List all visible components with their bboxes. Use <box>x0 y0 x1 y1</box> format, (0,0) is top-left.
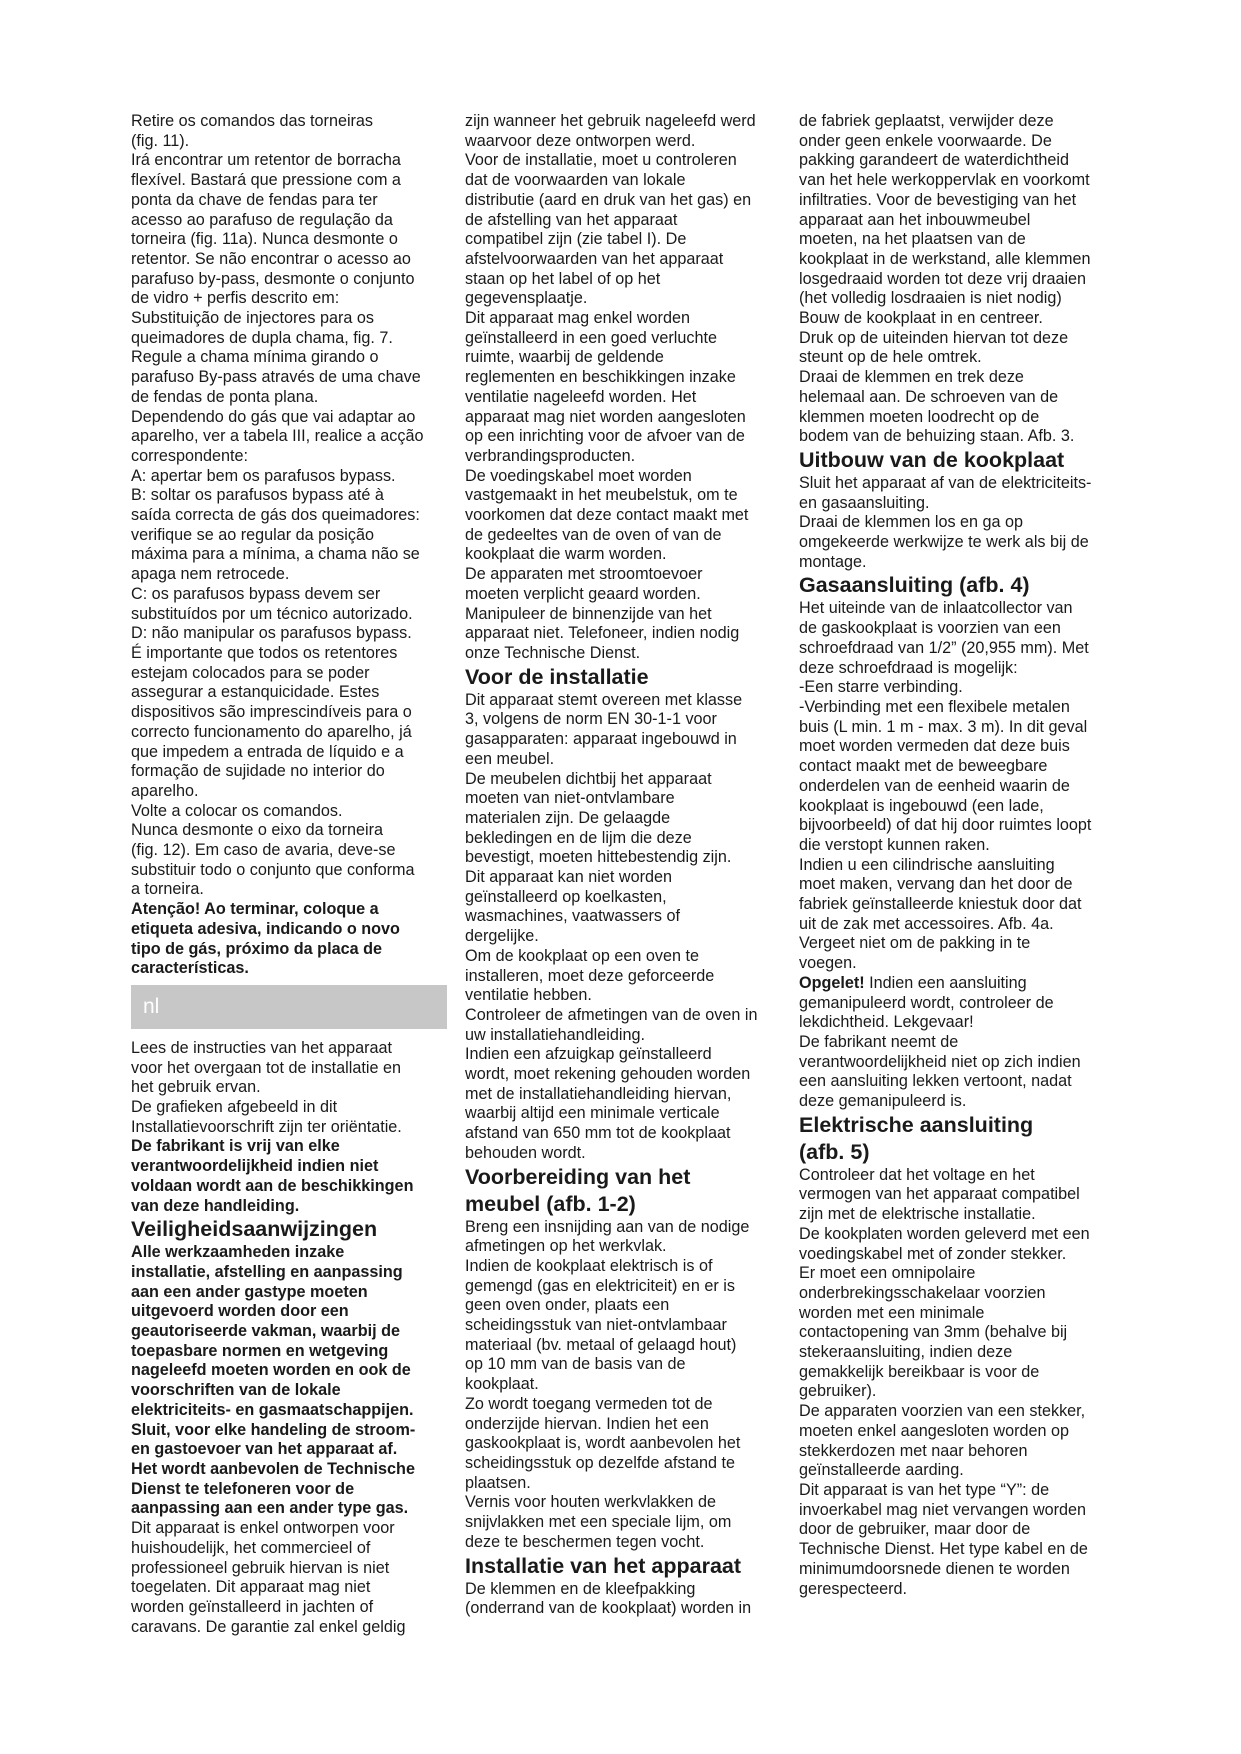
text-line: apaga nem retrocede. <box>131 565 290 584</box>
section-heading <box>799 1112 1115 1166</box>
text-line: Controleer dat het voltage en het <box>799 1165 1035 1184</box>
text-line: moeten verplicht geaard worden. <box>465 584 701 603</box>
text-line: montage. <box>799 552 867 571</box>
text-line: geïnstalleerd in een goed verluchte <box>465 328 717 347</box>
text-line: De voedingskabel moet worden <box>465 466 692 485</box>
text-line: gasapparaten: apparaat ingebouwd in <box>465 730 737 749</box>
text-line: scheidingsstuk van niet-ontvlambaar <box>465 1316 727 1335</box>
text-line: dispositivos são imprescindíveis para o <box>131 703 412 722</box>
text-line: Indien u een cilindrische aansluiting <box>799 855 1055 874</box>
text-line: aanpassing aan een ander type gas. <box>131 1499 409 1518</box>
text-line: Atenção! Ao terminar, coloque a <box>131 900 379 919</box>
text-line: bevestigt, moeten hittebestendig zijn. <box>465 848 732 867</box>
text-line: door de gebruiker, maar door de <box>799 1520 1031 1539</box>
text-line: kookplaat in de werkstand, alle klemmen <box>799 249 1091 268</box>
text-line: Sluit, voor elke handeling de stroom- <box>131 1420 416 1439</box>
text-line: De klemmen en de kleefpakking <box>465 1579 696 1598</box>
text-line: uit de zak met accessoires. Afb. 4a. <box>799 914 1054 933</box>
text-line: toegelaten. Dit apparaat mag niet <box>131 1578 371 1597</box>
text-line: Voor de installatie, moet u controleren <box>465 151 737 170</box>
text-line: ruimte, waarbij de geldende <box>465 348 664 367</box>
text-line: gemakkelijk bereikbaar is voor de <box>799 1362 1040 1381</box>
text-line: met de installatiehandleiding hiervan, <box>465 1084 732 1103</box>
text-line: schroefdraad van 1/2” (20,955 mm). Met <box>799 638 1089 657</box>
text-line: materialen zijn. De gelaagde <box>465 808 671 827</box>
text-line: saída correcta de gás dos queimadores: <box>131 506 420 525</box>
text-line: geen oven onder, plaats een <box>465 1296 670 1315</box>
paragraph <box>799 1166 1115 1599</box>
text-line: máxima para a mínima, a chama não se <box>131 545 420 564</box>
text-line: D: não manipular os parafusos bypass. <box>131 624 412 643</box>
text-line: op 10 mm van de basis van de <box>465 1355 686 1374</box>
text-line: onze Technische Dienst. <box>465 643 641 662</box>
text-line: kookplaat is ingebouwd (een lade, <box>799 796 1044 815</box>
text-line: de fabriek geplaatst, verwijder deze <box>799 112 1054 130</box>
text-line: losgedraaid worden tot deze vrij draaien <box>799 269 1087 288</box>
text-line: apparaat aan het inbouwmeubel <box>799 210 1031 229</box>
text-line: tipo de gás, próximo da placa de <box>131 939 382 958</box>
text-line: Vernis voor houten werkvlakken de <box>465 1493 717 1512</box>
text-line: verantwoordelijkheid indien niet <box>131 1157 379 1176</box>
text-line: gegevensplaatje. <box>465 289 588 308</box>
text-line: worden met een minimale <box>799 1303 985 1322</box>
text-line: steunt op de hele omtrek. <box>799 348 982 367</box>
text-line: retentor. Se não encontrar o acesso ao <box>131 249 411 268</box>
warning-paragraph <box>131 900 447 979</box>
text-line: onder geen enkele voorwaarde. De <box>799 131 1052 150</box>
text-line: voor het overgaan tot de installatie en <box>131 1058 401 1077</box>
text-line: vastgemaakt in het meubelstuk, om te <box>465 486 738 505</box>
text-line: elektriciteits- en gasmaatschappijen. <box>131 1400 414 1419</box>
text-line: gaskookplaat is, wordt aanbevolen het <box>465 1434 741 1453</box>
text-line: geautoriseerde vakman, waarbij de <box>131 1322 401 1341</box>
text-line: De fabrikant is vrij van elke <box>131 1137 340 1156</box>
text-line: buis (L min. 1 m - max. 3 m). In dit geval <box>799 717 1088 736</box>
text-line: correcto funcionamento do aparelho, já <box>131 722 412 741</box>
text-line: stekeraansluiting, indien deze <box>799 1343 1013 1362</box>
text-line: snijvlakken met een speciale lijm, om <box>465 1513 732 1532</box>
text-line: assegurar a estanquicidade. Estes <box>131 683 380 702</box>
text-line: zijn wanneer het gebruik nageleefd werd <box>465 112 756 130</box>
text-line: De fabrikant neemt de <box>799 1032 959 1051</box>
text-line: deze te beschermen tegen vocht. <box>465 1532 705 1551</box>
text-line: parafuso By-pass através de uma chave <box>131 368 421 387</box>
text-line: de afstelling van het apparaat <box>465 210 678 229</box>
text-line: deze schroefdraad is mogelijk: <box>799 658 1018 677</box>
paragraph <box>799 994 1115 1112</box>
paragraph <box>131 1039 447 1138</box>
text-line: caravans. De garantie zal enkel geldig <box>131 1617 406 1636</box>
text-line: pakking garandeert de waterdichtheid <box>799 151 1069 170</box>
text-line: staan op het label of op het <box>465 269 661 288</box>
text-line: en gastoevoer van het apparaat af. <box>131 1440 398 1459</box>
text-line: installeren, moet deze geforceerde <box>465 966 715 985</box>
text-line: afstelvoorwaarden van het apparaat <box>465 249 724 268</box>
text-line: Dienst te telefoneren voor de <box>131 1479 355 1498</box>
text-line: uitgevoerd worden door een <box>131 1302 349 1321</box>
warning-line <box>799 974 1115 994</box>
text-line: Nunca desmonte o eixo da torneira <box>131 821 383 840</box>
text-line: distributie (aard en druk van het gas) en <box>465 190 752 209</box>
text-line: geïnstalleerd op koelkasten, <box>465 887 667 906</box>
text-line: wordt, moet rekening gehouden worden <box>465 1065 751 1084</box>
text-line: Substituição de injectores para os <box>131 309 374 328</box>
text-line: ponta da chave de fendas para ter <box>131 190 378 209</box>
text-line: deze gemanipuleerd is. <box>799 1092 967 1111</box>
text-line: substituídos por um técnico autorizado. <box>131 604 413 623</box>
text-line: de gedeeltes van de oven of van de <box>465 525 722 544</box>
text-line: ventilatie hebben. <box>465 986 592 1005</box>
text-line: voegen. <box>799 954 857 973</box>
text-line: Controleer de afmetingen van de oven in <box>465 1005 758 1024</box>
text-line: kookplaat. <box>465 1375 539 1394</box>
paragraph <box>799 599 1115 973</box>
text-line: onderbrekingsschakelaar voorzien <box>799 1283 1046 1302</box>
text-line: waarvoor deze ontworpen werd. <box>465 131 696 150</box>
text-line: (het volledig losdraaien is niet nodig) <box>799 289 1062 308</box>
text-line: Om de kookplaat op een oven te <box>465 946 699 965</box>
text-line: worden geïnstalleerd in jachten of <box>131 1597 374 1616</box>
text-line: De apparaten met stroomtoevoer <box>465 565 703 584</box>
text-line: moeten van niet-ontvlambare <box>465 789 675 808</box>
text-line: Vergeet niet om de pakking in te <box>799 934 1031 953</box>
text-line: plaatsen. <box>465 1473 531 1492</box>
text-line: de gaskookplaat is voorzien van een <box>799 619 1061 638</box>
text-line: uw installatiehandleiding. <box>465 1025 645 1044</box>
text-line: kookplaat die warm worden. <box>465 545 667 564</box>
text-line: substituir todo o conjunto que conforma <box>131 860 415 879</box>
text-line: dergelijke. <box>465 927 539 946</box>
text-line: behouden wordt. <box>465 1143 586 1162</box>
text-line: Dit apparaat mag enkel worden <box>465 309 690 328</box>
text-line: apparaat mag niet worden aangesloten <box>465 407 746 426</box>
text-line: compatibel zijn (zie tabel I). De <box>465 230 687 249</box>
text-line: (fig. 11). <box>131 131 190 150</box>
text-line: queimadores de dupla chama, fig. 7. <box>131 328 393 347</box>
text-line: moeten, na het plaatsen van de <box>799 230 1026 249</box>
paragraph <box>131 112 447 900</box>
text-line: onderdelen van de eenheid waarin de <box>799 776 1070 795</box>
text-line: lekdichtheid. Lekgevaar! <box>799 1013 974 1032</box>
text-line: Dit apparaat kan niet worden <box>465 868 672 887</box>
warning-label: Opgelet! <box>799 973 865 992</box>
text-line: Voorbereiding van het <box>465 1164 691 1189</box>
text-line: Installatievoorschrift zijn ter oriëntatie. <box>131 1117 402 1136</box>
text-line: moeten enkel aangesloten worden op <box>799 1421 1069 1440</box>
text-line: voorkomen dat deze contact maakt met <box>465 506 749 525</box>
section-heading: Installatie van het apparaat <box>465 1553 742 1578</box>
paragraph <box>131 1519 447 1637</box>
text-line: aan een ander gastype moeten <box>131 1282 368 1301</box>
text-line: contact maakt met de beweegbare <box>799 757 1048 776</box>
text-line: stekkerdozen met naar behoren <box>799 1441 1028 1460</box>
text-line: van deze handleiding. <box>131 1196 300 1215</box>
text-line: acesso ao parafuso de regulação da <box>131 210 393 229</box>
text-line: Dit apparaat is van het type “Y”: de <box>799 1481 1050 1499</box>
column-3 <box>799 112 1115 1599</box>
text-line: parafuso by-pass, desmonte o conjunto <box>131 269 415 288</box>
language-band-nl: nl <box>131 985 447 1029</box>
text-line: wasmachines, vaatwassers of <box>465 907 681 926</box>
text-line: toepasbare normen en wetgeving <box>131 1341 389 1360</box>
text-line: Indien een afzuigkap geïnstalleerd <box>465 1045 712 1064</box>
text-line: verifique se ao regular da posição <box>131 525 374 544</box>
text-line: (fig. 12). Em caso de avaria, deve-se <box>131 841 396 860</box>
text-line: Irá encontrar um retentor de borracha <box>131 151 401 170</box>
column-1 <box>131 112 447 1637</box>
text-line: bodem van de behuizing staan. Afb. 3. <box>799 427 1075 446</box>
text-line: huishoudelijk, het commercieel of <box>131 1538 371 1557</box>
text-line: 3, volgens de norm EN 30-1-1 voor <box>465 710 717 729</box>
text-line: gemanipuleerd wordt, controleer de <box>799 993 1054 1012</box>
text-line: het gebruik ervan. <box>131 1078 261 1097</box>
text-line: van het hele werkoppervlak en voorkomt <box>799 171 1090 190</box>
text-line: voldaan wordt aan de beschikkingen <box>131 1176 414 1195</box>
text-line: C: os parafusos bypass devem ser <box>131 584 381 603</box>
text-line: Dit apparaat is enkel ontworpen voor <box>131 1519 395 1538</box>
column-2 <box>465 112 779 1619</box>
text-line: características. <box>131 959 249 978</box>
text-line: Retire os comandos das torneiras <box>131 112 374 130</box>
text-line: aparelho, ver a tabela III, realice a acção <box>131 427 424 446</box>
text-line: die verstopt kunnen raken. <box>799 835 990 854</box>
section-heading: Veiligheidsaanwijzingen <box>131 1217 378 1242</box>
text-line: que impedem a entrada de líquido e a <box>131 742 404 761</box>
text-line: Breng een insnijding aan van de nodige <box>465 1217 750 1236</box>
text-line: voedingskabel met of zonder stekker. <box>799 1244 1067 1263</box>
text-line: gebruiker). <box>799 1382 877 1401</box>
text-line: -Verbinding met een flexibele metalen <box>799 697 1070 716</box>
text-line: (onderrand van de kookplaat) worden in <box>465 1599 752 1618</box>
text-line: Zo wordt toegang vermeden tot de <box>465 1394 713 1413</box>
text-line: Het wordt aanbevolen de Technische <box>131 1460 415 1478</box>
text-line: B: soltar os parafusos bypass até à <box>131 486 384 505</box>
text-line: verantwoordelijkheid niet op zich indien <box>799 1052 1081 1071</box>
text-line: omgekeerde werkwijze te werk als bij de <box>799 533 1089 552</box>
text-line: een aansluiting lekken vertoont, nadat <box>799 1072 1072 1091</box>
text-line: correspondente: <box>131 446 248 465</box>
text-line: Bouw de kookplaat in en centreer. <box>799 309 1043 328</box>
text-line: formação de sujidade no interior do <box>131 762 385 781</box>
text-line: helemaal aan. De schroeven van de <box>799 387 1059 406</box>
text-line: Lees de instructies van het apparaat <box>131 1038 392 1057</box>
text-line: de vidro + perfis descrito em: <box>131 289 340 308</box>
text-line: Het uiteinde van de inlaatcollector van <box>799 599 1073 618</box>
text-line: apparaat niet. Telefoneer, indien nodig <box>465 624 740 643</box>
text-line: bijvoorbeeld) of dat hij door ruimtes loopt <box>799 816 1092 835</box>
text-line: infiltraties. Voor de bevestiging van het <box>799 190 1077 209</box>
text-line: Elektrische aansluiting <box>799 1112 1034 1137</box>
text-line: flexível. Bastará que pressione com a <box>131 171 401 190</box>
text-line: etiqueta adesiva, indicando o novo <box>131 919 400 938</box>
text-line: Draai de klemmen los en ga op <box>799 513 1024 532</box>
text-line: gemengd (gas en elektriciteit) en er is <box>465 1276 735 1295</box>
text-line: Dit apparaat stemt overeen met klasse <box>465 690 743 709</box>
text-line: ventilatie nageleefd worden. Het <box>465 387 697 406</box>
section-heading: Uitbouw van de kookplaat <box>799 447 1065 472</box>
text-line: É importante que todos os retentores <box>131 643 398 662</box>
text-line: estejam colocados para se poder <box>131 663 370 682</box>
text-line: afmetingen op het werkvlak. <box>465 1237 667 1256</box>
text-line: een meubel. <box>465 749 555 768</box>
bold-paragraph <box>131 1243 447 1519</box>
paragraph <box>465 1580 779 1619</box>
text-line: Dependendo do gás que vai adaptar ao <box>131 407 416 426</box>
text-line: meubel (afb. 1-2) <box>465 1191 636 1216</box>
text-line: installatie, afstelling en aanpassing <box>131 1262 403 1281</box>
text-line: Volte a colocar os comandos. <box>131 801 343 820</box>
text-line: Draai de klemmen en trek deze <box>799 368 1024 387</box>
text-line: minimumdoorsnede dienen te worden <box>799 1559 1070 1578</box>
text-line: gerespecteerd. <box>799 1579 907 1598</box>
text-line: Druk op de uiteinden hiervan tot deze <box>799 328 1069 347</box>
text-line: Manipuleer de binnenzijde van het <box>465 604 712 623</box>
section-heading: Voor de installatie <box>465 664 649 689</box>
bold-paragraph <box>131 1137 447 1216</box>
section-heading <box>465 1164 779 1218</box>
text-line: voorschriften van de lokale <box>131 1381 341 1400</box>
paragraph <box>465 691 779 1164</box>
text-line: materiaal (bv. metaal of gelaagd hout) <box>465 1335 737 1354</box>
paragraph <box>465 1218 779 1553</box>
text-line: nageleefd moeten worden en ook de <box>131 1361 411 1380</box>
text-line: de fendas de ponta plana. <box>131 387 319 406</box>
section-heading: Gasaansluiting (afb. 4) <box>799 573 1030 598</box>
text-line: -Een starre verbinding. <box>799 678 963 697</box>
text-line: afstand van 650 mm tot de kookplaat <box>465 1124 731 1143</box>
text-line: contactopening van 3mm (behalve bij <box>799 1323 1068 1342</box>
text-line: professioneel gebruik hiervan is niet <box>131 1558 390 1577</box>
text-line: De kookplaten worden geleverd met een <box>799 1224 1090 1243</box>
text-line: fabriek geïnstalleerde kniestuk door dat <box>799 895 1082 914</box>
text-line: zijn met de elektrische installatie. <box>799 1205 1036 1224</box>
text-line: geïnstalleerde aarding. <box>799 1461 964 1480</box>
text-line: dat de voorwaarden van lokale <box>465 171 686 190</box>
text-line: Sluit het apparaat af van de elektriciteits- <box>799 473 1092 492</box>
text-line: aparelho. <box>131 781 199 800</box>
text-line: onderzijde hiervan. Indien het een <box>465 1414 709 1433</box>
text-line: Indien de kookplaat elektrisch is of <box>465 1256 713 1275</box>
text-line: waarbij altijd een minimale verticale <box>465 1104 720 1123</box>
warning-text: Indien een aansluiting <box>864 973 1027 992</box>
text-line: (afb. 5) <box>799 1139 870 1164</box>
text-line: op een inrichting voor de afvoer van de <box>465 427 745 446</box>
text-line: scheidingsstuk op dezelfde afstand te <box>465 1454 735 1472</box>
text-line: moet worden vermeden dat deze buis <box>799 737 1070 756</box>
text-line: invoerkabel mag niet vervangen worden <box>799 1500 1087 1519</box>
text-line: Regule a chama mínima girando o <box>131 348 379 367</box>
text-line: De apparaten voorzien van een stekker, <box>799 1402 1086 1421</box>
paragraph <box>799 474 1115 573</box>
text-line: De grafieken afgebeeld in dit <box>131 1098 338 1117</box>
text-line: reglementen en beschikkingen inzake <box>465 368 736 387</box>
text-line: Alle werkzaamheden inzake <box>131 1243 345 1262</box>
text-line: A: apertar bem os parafusos bypass. <box>131 466 396 485</box>
text-line: Er moet een omnipolaire <box>799 1264 976 1283</box>
paragraph <box>799 112 1115 447</box>
text-line: en gasaansluiting. <box>799 493 930 512</box>
text-line: Technische Dienst. Het type kabel en de <box>799 1540 1088 1559</box>
text-line: moet maken, vervang dan het door de <box>799 875 1073 894</box>
text-line: klemmen moeten loodrecht op de <box>799 407 1040 426</box>
text-line: vermogen van het apparaat compatibel <box>799 1185 1080 1204</box>
text-line: De meubelen dichtbij het apparaat <box>465 769 712 788</box>
text-line: a torneira. <box>131 880 204 899</box>
text-line: bekledingen en de lijm die deze <box>465 828 692 847</box>
text-line: torneira (fig. 11a). Nunca desmonte o <box>131 230 398 249</box>
paragraph <box>465 112 779 664</box>
text-line: verbrandingsproducten. <box>465 446 636 465</box>
